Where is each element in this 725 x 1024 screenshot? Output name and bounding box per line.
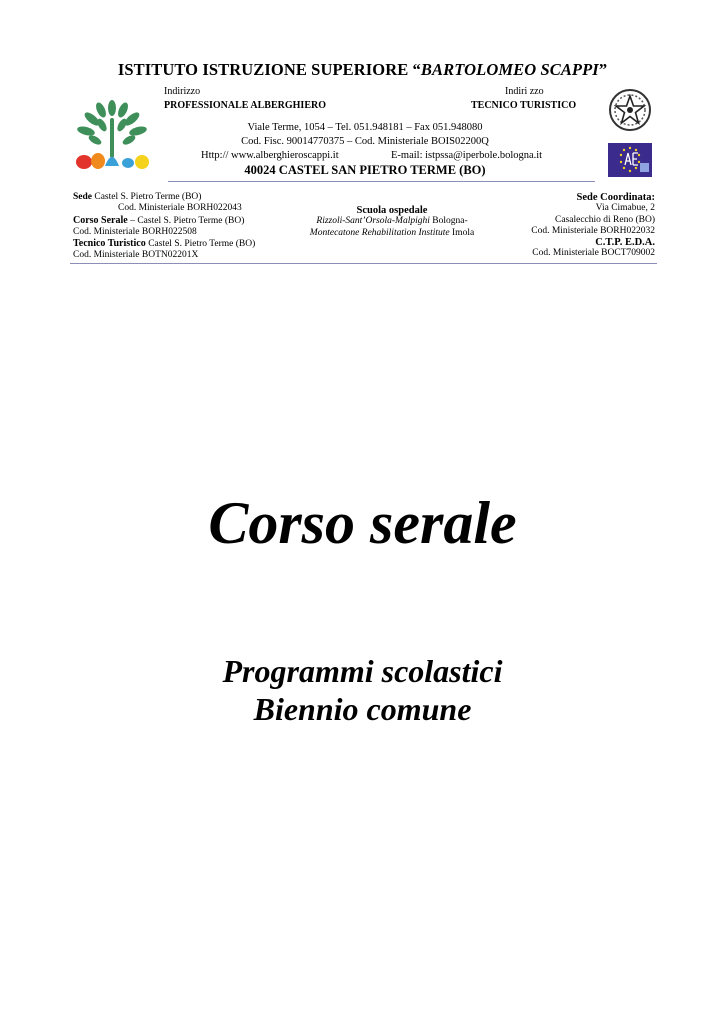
serale-value: – Castel S. Pietro Terme (BO) bbox=[130, 215, 245, 226]
address-line: Viale Terme, 1054 – Tel. 051.948181 – Fax 051.948080 bbox=[247, 122, 483, 133]
ctp-label: C.T.P. E.D.A. bbox=[595, 237, 655, 249]
eu-fund-badge-icon bbox=[608, 143, 652, 177]
hospital-line-1: Rizzoli-Sant’Orsola-Malpighi bbox=[316, 216, 430, 227]
sede-coordinata-label: Sede Coordinata: bbox=[576, 192, 655, 203]
header-divider bbox=[168, 181, 595, 182]
center-section bbox=[283, 205, 501, 239]
institute-title: ISTITUTO ISTRUZIONE SUPERIORE “BARTOLOMEO SCAPPI” bbox=[117, 60, 608, 79]
website-link[interactable]: Http:// www.alberghieroscappi.it bbox=[201, 150, 339, 161]
left-indirizzo-value: PROFESSIONALE ALBERGHIERO bbox=[164, 100, 326, 111]
sede-coordinata-city: Casalecchio di Reno (BO) bbox=[555, 214, 655, 225]
serale-label: Corso Serale bbox=[73, 214, 128, 226]
sede-label: Sede bbox=[73, 192, 92, 202]
fiscal-line: Cod. Fisc. 90014770375 – Cod. Ministeriale BOIS02200Q bbox=[241, 136, 489, 147]
hospital-city-2: Imola bbox=[452, 227, 475, 238]
left-section bbox=[73, 192, 283, 262]
page-title: Corso serale bbox=[208, 490, 517, 556]
serale-code: Cod. Ministeriale BORH022508 bbox=[73, 226, 197, 237]
sections-divider bbox=[70, 263, 657, 264]
city-line: 40024 CASTEL SAN PIETRO TERME (BO) bbox=[244, 163, 486, 177]
turistico-code: Cod. Ministeriale BOTN02201X bbox=[73, 250, 199, 261]
hospital-city-1: Bologna- bbox=[432, 216, 468, 227]
turistico-value: Castel S. Pietro Terme (BO) bbox=[148, 239, 256, 250]
right-indirizzo-value: TECNICO TURISTICO bbox=[471, 100, 577, 111]
subtitle-programmi: Programmi scolastici bbox=[222, 653, 503, 689]
left-indirizzo-label: Indirizzo bbox=[164, 86, 201, 97]
sede-coordinata-code: Cod. Ministeriale BORH022032 bbox=[531, 225, 655, 236]
right-section bbox=[500, 192, 655, 260]
email-link[interactable]: E-mail: istpssa@iperbole.bologna.it bbox=[391, 150, 543, 161]
right-indirizzo-label: Indiri zzo bbox=[505, 86, 544, 97]
hospital-line-2: Montecatone Rehabilitation Institute bbox=[309, 227, 450, 238]
tree-logo-icon bbox=[72, 100, 152, 172]
sede-value: Castel S. Pietro Terme (BO) bbox=[94, 192, 202, 202]
sede-coordinata-street: Via Cimabue, 2 bbox=[595, 203, 655, 214]
ctp-code: Cod. Ministeriale BOCT709002 bbox=[532, 248, 655, 259]
scuola-ospedale-heading: Scuola ospedale bbox=[356, 205, 428, 216]
subtitle-biennio: Biennio comune bbox=[253, 691, 472, 727]
italian-republic-emblem-icon bbox=[608, 88, 652, 132]
sede-code: Cod. Ministeriale BORH022043 bbox=[118, 203, 242, 214]
turistico-label: Tecnico Turistico bbox=[73, 238, 146, 250]
